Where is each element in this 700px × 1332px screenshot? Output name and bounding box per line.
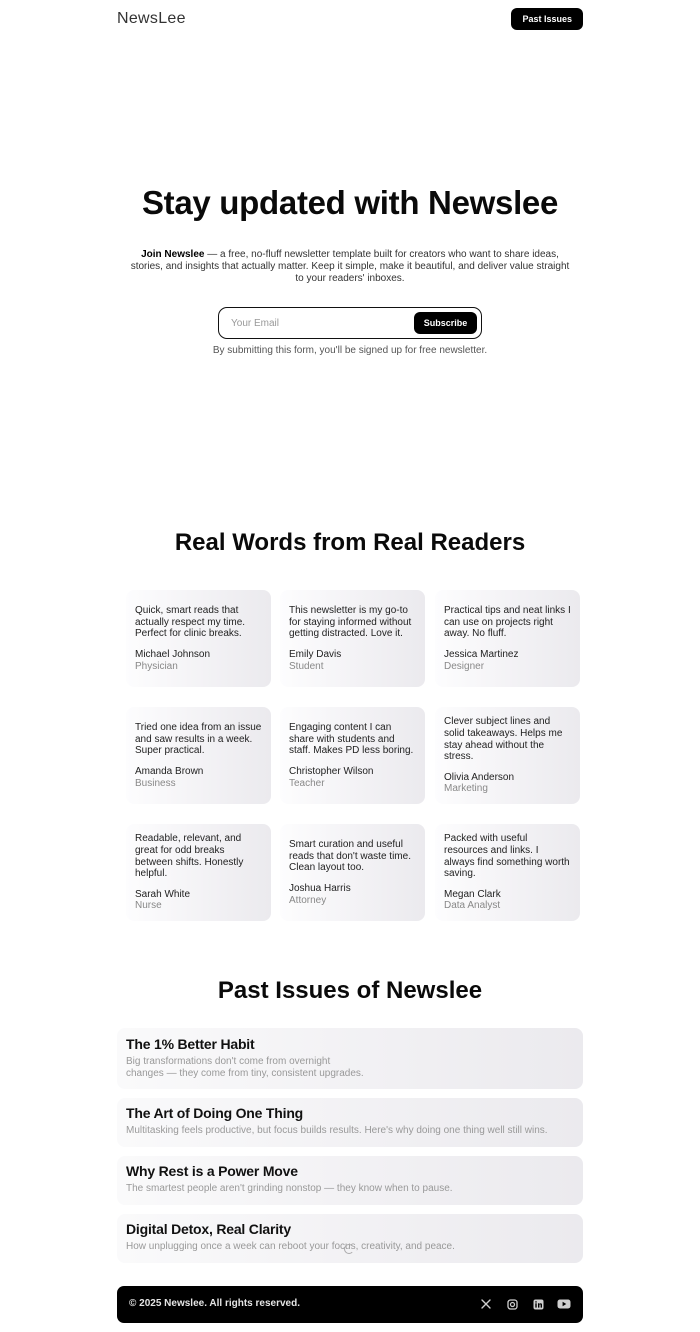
- past-issues-title: Past Issues of Newslee: [217, 977, 483, 1004]
- issue-description: The smartest people aren't grinding nonstop — they know when to pause.: [126, 1183, 453, 1194]
- testimonial-role: Nurse: [135, 900, 162, 912]
- testimonial-quote: Readable, relevant, and great for odd breaks between shifts. Honestly helpful.: [135, 833, 244, 880]
- testimonial-name: Joshua Harris: [289, 883, 351, 895]
- testimonial-name: Sarah White: [135, 888, 191, 900]
- issue-description: Big transformations don't come from overnight changes — they come from tiny, consistent upgrades.: [126, 1056, 364, 1079]
- testimonial-card: [435, 707, 580, 804]
- testimonial-quote: Packed with useful resources and links. I always find something worth saving.: [444, 833, 570, 880]
- hero-description: [130, 249, 570, 285]
- site-footer: [117, 1286, 583, 1323]
- testimonial-card: [435, 590, 580, 687]
- testimonial-card: [280, 590, 425, 687]
- signup-form: [218, 307, 482, 339]
- issue-card[interactable]: [117, 1214, 583, 1263]
- copyright-text: © 2025 Newslee. All rights reserved.: [129, 1298, 300, 1309]
- email-input[interactable]: [231, 315, 411, 331]
- testimonial-card: [126, 824, 271, 921]
- loading-cursor-icon: [344, 1244, 354, 1254]
- testimonial-name: Christopher Wilson: [289, 766, 374, 778]
- issue-title: The Art of Doing One Thing: [126, 1105, 304, 1121]
- testimonial-role: Student: [289, 660, 324, 672]
- testimonial-role: Marketing: [444, 783, 488, 795]
- hero-title: Stay updated with Newslee: [141, 184, 559, 221]
- testimonial-role: Physician: [135, 660, 178, 672]
- issue-card[interactable]: [117, 1156, 583, 1205]
- issue-title: Digital Detox, Real Clarity: [126, 1221, 291, 1237]
- issue-description: Multitasking feels productive, but focus builds results. Here's why doing one thing well still wins.: [126, 1125, 548, 1136]
- testimonial-name: Megan Clark: [444, 888, 501, 900]
- instagram-icon[interactable]: [505, 1297, 519, 1311]
- form-note: By submitting this form, you'll be signed up for free newsletter.: [212, 345, 488, 356]
- testimonial-role: Attorney: [289, 894, 327, 906]
- brand-logo[interactable]: NewsLee: [117, 10, 186, 27]
- testimonial-name: Amanda Brown: [135, 766, 204, 778]
- testimonial-quote: Quick, smart reads that actually respect my time. Perfect for clinic breaks.: [135, 604, 246, 640]
- testimonial-name: Olivia Anderson: [444, 771, 515, 783]
- testimonial-name: Emily Davis: [289, 649, 342, 661]
- issue-title: Why Rest is a Power Move: [126, 1163, 298, 1179]
- testimonial-quote: Smart curation and useful reads that don't waste time. Clean layout too.: [289, 838, 411, 874]
- issue-description: How unplugging once a week can reboot your focus, creativity, and peace.: [126, 1241, 455, 1252]
- youtube-icon[interactable]: [557, 1297, 571, 1311]
- hero-description-text: — a free, no-fluff newsletter template built for creators who want to share ideas, stories, and insights that actually matter. Keep it simple, make it beautiful, and deliver value straight to your readers' inboxes.: [130, 249, 570, 284]
- hero-description-strong: Join Newslee: [141, 249, 205, 260]
- testimonial-quote: This newsletter is my go-to for staying informed without getting distracted. Love it.: [289, 604, 412, 640]
- testimonials-title: Real Words from Real Readers: [174, 529, 526, 556]
- testimonial-quote: Tried one idea from an issue and saw results in a week. Super practical.: [135, 721, 262, 757]
- testimonial-card: [280, 824, 425, 921]
- linkedin-icon[interactable]: [531, 1297, 545, 1311]
- testimonial-quote: Practical tips and neat links I can use on projects right away. No fluff.: [444, 604, 571, 640]
- testimonial-card: [126, 590, 271, 687]
- issue-card[interactable]: [117, 1098, 583, 1147]
- x-icon[interactable]: [479, 1297, 493, 1311]
- subscribe-button[interactable]: Subscribe: [414, 312, 477, 334]
- testimonial-card: [280, 707, 425, 804]
- testimonial-role: Teacher: [289, 777, 325, 789]
- issue-card[interactable]: [117, 1028, 583, 1089]
- testimonial-role: Data Analyst: [444, 900, 501, 912]
- issue-title: The 1% Better Habit: [126, 1036, 255, 1052]
- testimonial-quote: Engaging content I can share with students and staff. Makes PD less boring.: [289, 721, 414, 757]
- testimonial-name: Michael Johnson: [135, 649, 211, 661]
- past-issues-button[interactable]: Past Issues: [511, 8, 583, 30]
- testimonial-card: [435, 824, 580, 921]
- testimonial-name: Jessica Martinez: [444, 649, 519, 661]
- social-links: [479, 1297, 571, 1311]
- testimonial-quote: Clever subject lines and solid takeaways. Helps me stay ahead without the stress.: [444, 716, 563, 763]
- testimonial-role: Designer: [444, 660, 485, 672]
- testimonial-role: Business: [135, 777, 176, 789]
- site-header: [117, 8, 583, 32]
- testimonial-card: [126, 707, 271, 804]
